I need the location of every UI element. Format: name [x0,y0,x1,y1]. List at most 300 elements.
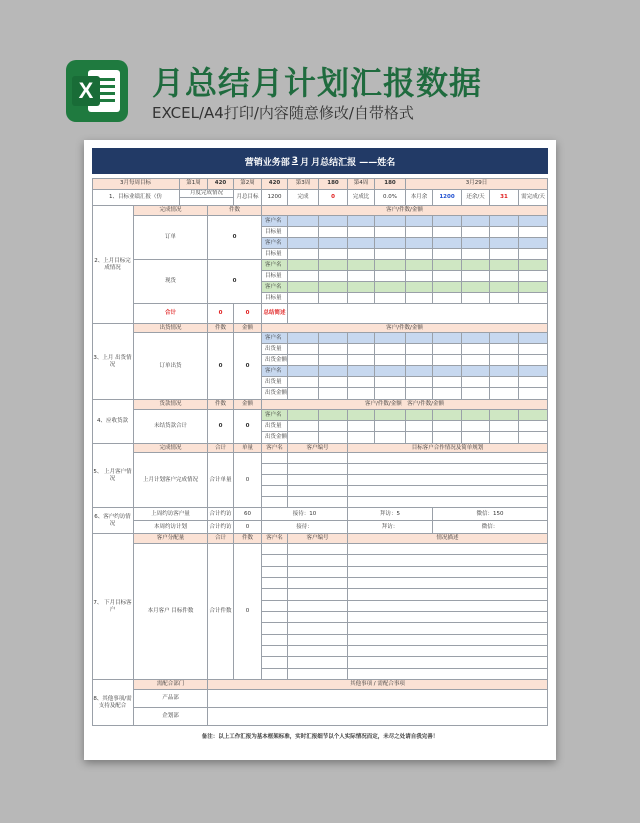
input-cell[interactable] [348,216,375,227]
summary-input[interactable] [288,304,548,324]
input-cell[interactable] [462,238,490,249]
input-cell[interactable] [348,293,375,304]
input-cell[interactable] [288,612,348,623]
input-cell[interactable] [406,333,433,344]
col-header: 件数 [208,324,234,333]
report-date[interactable]: 3月29日 [406,178,548,190]
input-cell[interactable] [490,260,519,271]
input-cell[interactable] [433,410,462,421]
input-cell[interactable] [262,646,288,657]
input-cell[interactable] [406,355,433,366]
input-cell[interactable] [319,282,348,293]
input-cell[interactable] [348,333,375,344]
input-cell[interactable] [375,227,406,238]
input-cell[interactable] [462,282,490,293]
row-label: 出货量 [262,377,288,388]
input-cell[interactable] [348,567,548,578]
input-cell[interactable] [519,293,548,304]
input-cell[interactable] [348,388,375,400]
input-cell[interactable] [288,355,319,366]
row-label: 出货金额 [262,355,288,366]
input-cell[interactable] [348,578,548,589]
input-cell[interactable] [406,293,433,304]
target-orders-label: 本月客户 目标件数 [134,544,208,680]
input-cell[interactable] [319,227,348,238]
input-cell[interactable] [375,333,406,344]
input-cell[interactable] [406,227,433,238]
rate-value: 0.0% [375,190,406,206]
input-cell[interactable] [348,366,375,377]
week-value[interactable]: 420 [262,178,288,190]
sum-orders-value[interactable]: 0 [234,453,262,508]
input-cell[interactable] [519,377,548,388]
col-header: 件数 [234,534,262,544]
input-cell[interactable] [348,344,375,355]
input-cell[interactable] [433,355,462,366]
row-label: 客户名 [262,216,288,227]
wechat-count[interactable]: 微信：150 [433,508,548,521]
input-cell[interactable] [288,432,319,444]
col-header: 完成情况 [134,206,208,216]
input-cell[interactable] [462,260,490,271]
input-cell[interactable] [288,497,348,508]
input-cell[interactable] [490,293,519,304]
input-cell[interactable] [433,432,462,444]
input-cell[interactable] [433,333,462,344]
input-cell[interactable] [375,249,406,260]
input-cell[interactable] [262,589,288,601]
input-cell[interactable] [348,475,548,486]
input-cell[interactable] [406,238,433,249]
input-cell[interactable] [433,377,462,388]
input-cell[interactable] [288,421,319,432]
input-cell[interactable] [288,216,319,227]
input-cell[interactable] [288,589,348,601]
input-cell[interactable] [348,260,375,271]
col-header: 件数 [208,206,262,216]
input-cell[interactable] [288,344,319,355]
input-cell[interactable] [288,486,348,497]
input-cell[interactable] [288,601,348,612]
input-cell[interactable] [433,271,462,282]
input-cell[interactable] [519,216,548,227]
input-cell[interactable] [462,333,490,344]
input-cell[interactable] [348,432,375,444]
input-cell[interactable] [462,377,490,388]
input-cell[interactable] [348,271,375,282]
input-cell[interactable] [288,475,348,486]
input-cell[interactable] [375,238,406,249]
row-label: 目标量 [262,293,288,304]
input-cell[interactable] [262,475,288,486]
input-cell[interactable] [490,388,519,400]
input-cell[interactable] [288,388,319,400]
input-cell[interactable] [519,388,548,400]
input-cell[interactable] [433,238,462,249]
input-cell[interactable] [375,344,406,355]
input-cell[interactable] [375,216,406,227]
visit-sum-value[interactable]: 0 [234,521,262,534]
input-cell[interactable] [406,260,433,271]
input-cell[interactable] [375,432,406,444]
footer-note: 备注：以上工作汇报为基本框架标准，实时汇报细节以个人实际情况而定，未尽之处请自我完善！ [201,734,439,740]
receivable-value[interactable]: 0 [234,410,262,444]
visit-sum-value[interactable]: 60 [234,508,262,521]
input-cell[interactable] [433,249,462,260]
col-header: 目标客户合作情况及简单规划 [348,444,548,453]
input-cell[interactable] [490,366,519,377]
row-label: 目标量 [262,249,288,260]
sheet-title-banner [92,148,548,174]
report-grid [92,178,548,726]
section8-label: 8、其他事项/需支持及配合 [92,680,134,726]
sum-pieces-label: 合计件数 [208,544,234,680]
section4-label: 4、应收货款 [92,400,134,444]
input-cell[interactable] [208,690,548,708]
section3-label: 3、上月 出货情况 [92,324,134,400]
row-label: 出货量 [262,421,288,432]
input-cell[interactable] [262,555,288,567]
input-cell[interactable] [288,578,348,589]
input-cell[interactable] [348,421,375,432]
input-cell[interactable] [490,432,519,444]
input-cell[interactable] [319,333,348,344]
input-cell[interactable] [319,421,348,432]
input-cell[interactable] [519,432,548,444]
input-cell[interactable] [406,432,433,444]
input-cell[interactable] [262,544,288,555]
input-cell[interactable] [319,260,348,271]
done-value[interactable]: 0 [319,190,348,206]
week-label: 第1周 [180,178,208,190]
input-cell[interactable] [319,377,348,388]
input-cell[interactable] [319,410,348,421]
empty-cell [180,198,234,206]
input-cell[interactable] [462,355,490,366]
input-cell[interactable] [288,657,348,669]
input-cell[interactable] [519,282,548,293]
input-cell[interactable] [262,486,288,497]
col-header: 客户/件数/金额 客户/件数/金额 [262,400,548,410]
visit-sum-label: 合计约访 [208,521,234,534]
col-header: 合计 [208,444,234,453]
week-label: 第4周 [348,178,375,190]
input-cell[interactable] [519,227,548,238]
input-cell[interactable] [462,344,490,355]
input-cell[interactable] [348,612,548,623]
input-cell[interactable] [262,601,288,612]
input-cell[interactable] [433,344,462,355]
input-cell[interactable] [348,249,375,260]
rate-label: 完成比 [348,190,375,206]
page-title: 月总结月计划汇报数据 [152,64,483,102]
input-cell[interactable] [490,249,519,260]
remain-label: 本月余 [406,190,433,206]
reception-count[interactable]: 接待： [262,521,348,534]
input-cell[interactable] [519,249,548,260]
remain-value: 1200 [433,190,462,206]
input-cell[interactable] [375,293,406,304]
input-cell[interactable] [262,669,288,680]
input-cell[interactable] [519,238,548,249]
row-label: 出货金额 [262,432,288,444]
input-cell[interactable] [319,344,348,355]
row-label: 客户名 [262,366,288,377]
input-cell[interactable] [519,421,548,432]
input-cell[interactable] [288,453,348,464]
input-cell[interactable] [288,410,319,421]
stock-value[interactable]: 0 [208,260,262,304]
week-value[interactable]: 420 [208,178,234,190]
input-cell[interactable] [262,612,288,623]
input-cell[interactable] [348,646,548,657]
input-cell[interactable] [288,635,348,646]
col-header: 货款情况 [134,400,208,410]
input-cell[interactable] [319,355,348,366]
input-cell[interactable] [519,366,548,377]
input-cell[interactable] [348,623,548,635]
input-cell[interactable] [462,249,490,260]
input-cell[interactable] [262,578,288,589]
input-cell[interactable] [462,432,490,444]
input-cell[interactable] [490,227,519,238]
input-cell[interactable] [348,355,375,366]
input-cell[interactable] [348,601,548,612]
receivable-label: 未结货款合计 [134,410,208,444]
input-cell[interactable] [375,421,406,432]
col-header: 其他事项 / 需配合事项 [208,680,548,690]
input-cell[interactable] [519,333,548,344]
visit-count[interactable]: 拜访： [348,521,433,534]
input-cell[interactable] [208,708,548,726]
input-cell[interactable] [288,238,319,249]
input-cell[interactable] [519,271,548,282]
input-cell[interactable] [433,216,462,227]
excel-logo-icon [66,60,128,122]
input-cell[interactable] [348,669,548,680]
summary-label: 总结简述 [262,304,288,324]
input-cell[interactable] [262,657,288,669]
input-cell[interactable] [288,555,348,567]
col-header: 金额 [234,324,262,333]
row-label: 目标量 [262,271,288,282]
col-header: 客户/件数/金额 [262,324,548,333]
target-value[interactable]: 1200 [262,190,288,206]
input-cell[interactable] [348,635,548,646]
input-cell[interactable] [288,271,319,282]
input-cell[interactable] [319,366,348,377]
input-cell[interactable] [288,249,319,260]
input-cell[interactable] [348,238,375,249]
input-cell[interactable] [490,271,519,282]
col-header: 件数 [208,400,234,410]
input-cell[interactable] [490,282,519,293]
input-cell[interactable] [262,464,288,475]
input-cell[interactable] [490,216,519,227]
input-cell[interactable] [406,344,433,355]
shipment-value[interactable]: 0 [208,333,234,400]
input-cell[interactable] [406,377,433,388]
input-cell[interactable] [319,216,348,227]
sheet-title-suffix: 月总结汇报 ——姓名 [311,157,396,168]
days-left-value: 31 [490,190,519,206]
shipment-label: 订单出货 [134,333,208,400]
input-cell[interactable] [288,377,319,388]
order-label: 订单 [134,216,208,260]
input-cell[interactable] [319,238,348,249]
input-cell[interactable] [348,282,375,293]
input-cell[interactable] [462,366,490,377]
input-cell[interactable] [288,333,319,344]
input-cell[interactable] [348,589,548,601]
input-cell[interactable] [288,227,319,238]
input-cell[interactable] [288,544,348,555]
input-cell[interactable] [348,555,548,567]
input-cell[interactable] [462,227,490,238]
input-cell[interactable] [462,271,490,282]
col-header: 完成情况 [134,444,208,453]
input-cell[interactable] [490,238,519,249]
input-cell[interactable] [288,366,319,377]
input-cell[interactable] [319,432,348,444]
input-cell[interactable] [406,271,433,282]
input-cell[interactable] [319,293,348,304]
input-cell[interactable] [462,293,490,304]
excel-x-badge: X [72,76,100,106]
section6-label: 6、客户约访情况 [92,508,134,534]
input-cell[interactable] [288,669,348,680]
input-cell[interactable] [288,646,348,657]
visit-sum-label: 合计约访 [208,508,234,521]
input-cell[interactable] [375,410,406,421]
input-cell[interactable] [433,282,462,293]
input-cell[interactable] [375,282,406,293]
col-header: 客户分配量 [134,534,208,544]
input-cell[interactable] [288,567,348,578]
input-cell[interactable] [288,260,319,271]
wechat-count[interactable]: 微信： [433,521,548,534]
input-cell[interactable] [375,377,406,388]
section7-label: 7、 下月目标客户 [92,534,134,680]
done-label: 完成 [288,190,319,206]
input-cell[interactable] [348,410,375,421]
input-cell[interactable] [433,293,462,304]
row-label: 客户名 [262,282,288,293]
input-cell[interactable] [348,497,548,508]
order-value[interactable]: 0 [208,216,262,260]
input-cell[interactable] [406,366,433,377]
input-cell[interactable] [375,271,406,282]
input-cell[interactable] [262,497,288,508]
input-cell[interactable] [262,453,288,464]
input-cell[interactable] [406,410,433,421]
input-cell[interactable] [433,260,462,271]
input-cell[interactable] [348,544,548,555]
input-cell[interactable] [375,366,406,377]
input-cell[interactable] [490,355,519,366]
input-cell[interactable] [288,293,319,304]
col-header: 出货情况 [134,324,208,333]
row-label: 客户名 [262,260,288,271]
week-value[interactable]: 180 [319,178,348,190]
input-cell[interactable] [490,410,519,421]
col-header: 客户编号 [288,444,348,453]
week-label: 第2周 [234,178,262,190]
input-cell[interactable] [262,567,288,578]
input-cell[interactable] [519,344,548,355]
input-cell[interactable] [319,388,348,400]
input-cell[interactable] [319,249,348,260]
input-cell[interactable] [348,464,548,475]
col-header: 客户名 [262,534,288,544]
input-cell[interactable] [288,464,348,475]
row-label: 目标量 [262,227,288,238]
input-cell[interactable] [262,623,288,635]
input-cell[interactable] [375,260,406,271]
input-cell[interactable] [490,333,519,344]
input-cell[interactable] [519,260,548,271]
section1-label: 1、目标业绩汇报（仿 [92,190,180,206]
row-label: 客户名 [262,238,288,249]
input-cell[interactable] [462,388,490,400]
input-cell[interactable] [490,421,519,432]
input-cell[interactable] [433,421,462,432]
row-label: 出货金额 [262,388,288,400]
col-header: 合计 [208,534,234,544]
input-cell[interactable] [406,249,433,260]
input-cell[interactable] [462,410,490,421]
week-value[interactable]: 180 [375,178,406,190]
input-cell[interactable] [348,377,375,388]
input-cell[interactable] [406,216,433,227]
sum-pieces-value[interactable]: 0 [234,544,262,680]
input-cell[interactable] [262,635,288,646]
input-cell[interactable] [433,227,462,238]
input-cell[interactable] [462,421,490,432]
input-cell[interactable] [319,271,348,282]
receivable-value[interactable]: 0 [208,410,234,444]
input-cell[interactable] [348,657,548,669]
visit-this-week-label: 本周约访计划 [134,521,208,534]
reception-count[interactable]: 接待：10 [262,508,348,521]
input-cell[interactable] [375,388,406,400]
input-cell[interactable] [288,282,319,293]
input-cell[interactable] [490,377,519,388]
input-cell[interactable] [490,344,519,355]
input-cell[interactable] [406,421,433,432]
row-label: 出货量 [262,344,288,355]
input-cell[interactable] [433,366,462,377]
input-cell[interactable] [348,486,548,497]
input-cell[interactable] [288,623,348,635]
input-cell[interactable] [462,216,490,227]
weekly-target-label: 3月每周目标 [92,178,180,190]
shipment-value[interactable]: 0 [234,333,262,400]
col-header: 客户名 [262,444,288,453]
input-cell[interactable] [406,388,433,400]
sum-value: 0 [208,304,234,324]
input-cell[interactable] [348,227,375,238]
input-cell[interactable] [375,355,406,366]
input-cell[interactable] [519,410,548,421]
sheet-title-month[interactable]: 3 [291,156,299,166]
input-cell[interactable] [406,282,433,293]
input-cell[interactable] [433,388,462,400]
input-cell[interactable] [519,355,548,366]
input-cell[interactable] [348,453,548,464]
visit-count[interactable]: 拜访：5 [348,508,433,521]
days-left-label: 还余/天 [462,190,490,206]
